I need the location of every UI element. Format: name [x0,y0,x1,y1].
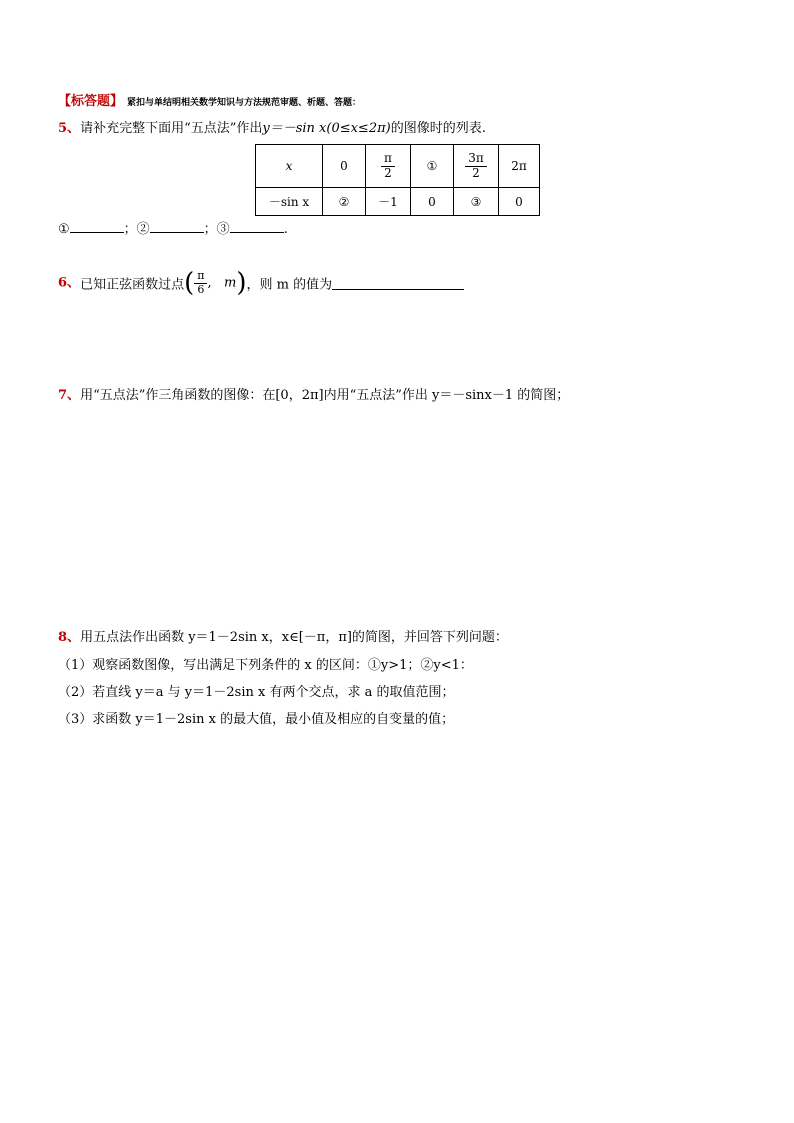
table-cell: 0 [323,145,366,188]
question-text-tail: 的图像时的列表. [390,121,486,136]
question-separator: 、 [67,630,81,645]
question-text: 已知正弦函数过点 [80,277,185,293]
section-header [58,90,361,109]
question-number: 7 [58,388,68,403]
question-formula: y＝－sin x(0≤x≤2π) [262,121,391,136]
question-8 [58,626,508,645]
question-text-tail: ，则 m 的值为 [246,277,333,293]
table-row-y [256,188,540,216]
table-row-x [256,145,540,188]
section-tag: 【标答题】 [58,94,124,109]
table-cell: ③ [454,188,499,216]
table-header-y: －sin x [256,188,323,216]
answer-blank-3[interactable] [230,220,284,233]
answer-blank-1[interactable] [70,220,124,233]
section-description: 紧扣与单结明相关数学知识与方法规范审题、析题、答题： [127,98,362,108]
question-text: 用五点法作出函数 y＝1－2sin x，x∈[－π，π]的简图，并回答下列问题： [80,630,508,645]
question-separator: 、 [67,121,81,136]
table-cell [366,145,411,188]
table-cell: ② [323,188,366,216]
question-7 [58,384,569,403]
question-text: 请补充完整下面用“五点法”作出 [80,121,263,136]
answer-blank-2[interactable] [150,220,204,233]
table-cell: ① [411,145,454,188]
question-8-part-2: （2）若直线 y＝a 与 y＝1－2sin x 有两个交点，求 a 的取值范围； [58,685,455,700]
answer-blank[interactable] [332,277,464,290]
table-header-x: x [256,145,323,188]
fraction-pi-over-2: $\frac{\pi}{2}$ [381,152,395,181]
question-number: 8 [58,630,68,645]
question-separator: 、 [67,275,81,291]
question-number: 6 [58,275,68,291]
table-cell [454,145,499,188]
fraction-3pi-over-2: $\frac{3\pi}{2}$ [465,152,487,181]
question-number: 5 [58,121,68,136]
answer-blanks: ① ；② ；③ . [58,222,288,237]
point-m: m [224,275,237,291]
table-cell: 2π [499,145,540,188]
question-separator: 、 [67,388,81,403]
table-cell: －1 [366,188,411,216]
table-cell: 0 [411,188,454,216]
question-8-part-3: （3）求函数 y＝1－2sin x 的最大值，最小值及相应的自变量的值； [58,712,455,727]
question-6: 6、已知正弦函数过点( $\frac{\pi}{6}$ , m)，则 m 的值为 [58,270,464,296]
question-8-part-1: （1）观察函数图像，写出满足下列条件的 x 的区间：①y>1；②y<1： [58,658,473,673]
point-fraction: $\frac{\pi}{6}$ [194,270,207,296]
question-text: 用“五点法”作三角函数的图像：在[0，2π]内用“五点法”作出 y＝－sinx－1 的简图； [80,388,570,403]
table-cell: 0 [499,188,540,216]
question-5 [58,117,486,136]
value-table [255,144,540,216]
